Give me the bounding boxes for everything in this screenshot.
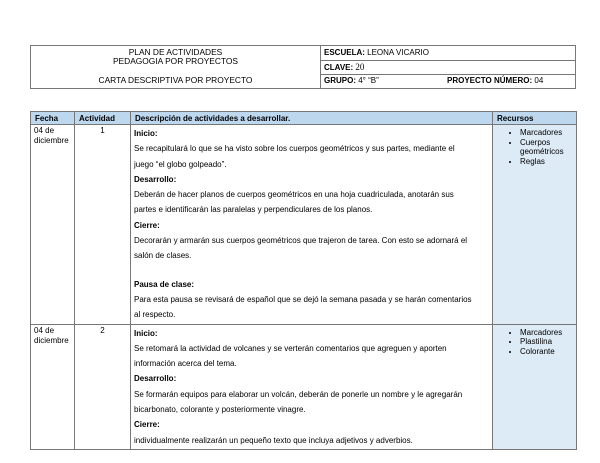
section-text: Se formarán equipos para elaborar un volcán, deberán de ponerle un nombre y le agregarán [134, 389, 463, 399]
section-heading-desarrollo: Desarrollo: [134, 374, 177, 384]
plan-title: PLAN DE ACTIVIDADES [128, 47, 223, 57]
section-text: bicarbonato, colorante y posteriormente vinagre. [134, 405, 306, 415]
escuela-value: LEONA VICARIO [364, 48, 429, 57]
grupo-value: 4° “B” [356, 76, 379, 85]
recursos-cell [493, 125, 577, 325]
list-item: • Marcadores [520, 128, 573, 138]
table-row [31, 125, 577, 325]
escuela-row [321, 46, 575, 61]
descripcion-cell [131, 125, 493, 325]
grupo-row [321, 74, 575, 88]
proyecto-label: PROYECTO NÚMERO: [447, 76, 533, 85]
section-text: Se retomará la actividad de volcanes y se verterán comentarios que agreguen y aporten [134, 343, 447, 353]
section-heading-cierre: Cierre: [134, 220, 160, 230]
section-text: individualmente realizarán un pequeño texto que incluya adjetivos y adverbios. [134, 435, 413, 445]
table-row [31, 324, 577, 449]
recursos-list [496, 328, 573, 357]
section-text: al respecto. [134, 310, 176, 320]
table-header-row [31, 112, 577, 125]
list-item: • Cuerpos geométricos [520, 138, 573, 157]
actividad-cell: 2 [75, 324, 131, 449]
section-text: salón de clases. [134, 251, 192, 261]
recursos-list [496, 128, 573, 166]
section-heading-inicio: Inicio: [134, 328, 158, 338]
header-info-cell [321, 46, 575, 88]
actividad-cell: 1 [75, 125, 131, 325]
section-text: Deberán de hacer planos de cuerpos geométricos en una hoja cuadriculada, anotarán sus [134, 190, 454, 200]
section-text: Decorarán y armarán sus cuerpos geométricos que trajeron de tarea. Con esto se adornará el [134, 236, 468, 246]
clave-row [321, 60, 575, 75]
header-table [30, 45, 576, 89]
activities-table [30, 111, 577, 450]
col-header-recursos: Recursos [493, 112, 577, 125]
col-header-actividad: Actividad [75, 112, 131, 125]
section-text: Para esta pausa se revisará de español que se dejó la semana pasada y se harán comentarios [134, 294, 472, 304]
fecha-cell: 04 de diciembre [31, 125, 75, 325]
pedagogia-title: PEDAGOGIA POR PROYECTOS [112, 56, 239, 66]
section-heading-cierre: Cierre: [134, 420, 160, 430]
carta-title: CARTA DESCRIPTIVA POR PROYECTO [98, 75, 253, 85]
section-heading-desarrollo: Desarrollo: [134, 174, 177, 184]
descripcion-cell [131, 324, 493, 449]
section-text: juego “el globo golpeado”. [134, 159, 227, 169]
section-heading-pausa: Pausa de clase: [134, 279, 195, 289]
grupo-label: GRUPO: [324, 76, 356, 85]
proyecto-value: 04 [532, 76, 544, 85]
list-item: • Marcadores [520, 328, 573, 338]
col-header-fecha: Fecha [31, 112, 75, 125]
escuela-label: ESCUELA: [324, 48, 365, 57]
list-item: • Plastilina [520, 337, 573, 347]
col-header-descripcion: Descripción de actividades a desarrollar. [131, 112, 493, 125]
section-heading-inicio: Inicio: [134, 129, 158, 138]
section-text: Se recapitulará lo que se ha visto sobre los cuerpos geométricos y sus partes, mediante el [134, 144, 455, 154]
list-item: • Colorante [520, 347, 573, 357]
recursos-cell [493, 324, 577, 449]
clave-value: 20 [355, 62, 365, 72]
header-title-cell [31, 46, 321, 88]
list-item: • Reglas [520, 157, 573, 167]
fecha-cell: 04 de diciembre [31, 324, 75, 449]
section-text: partes e identificarán las paralelas y perpendiculares de los planos. [134, 205, 373, 215]
section-text: información acerca del tema. [134, 359, 237, 369]
clave-label: CLAVE: [324, 63, 354, 72]
